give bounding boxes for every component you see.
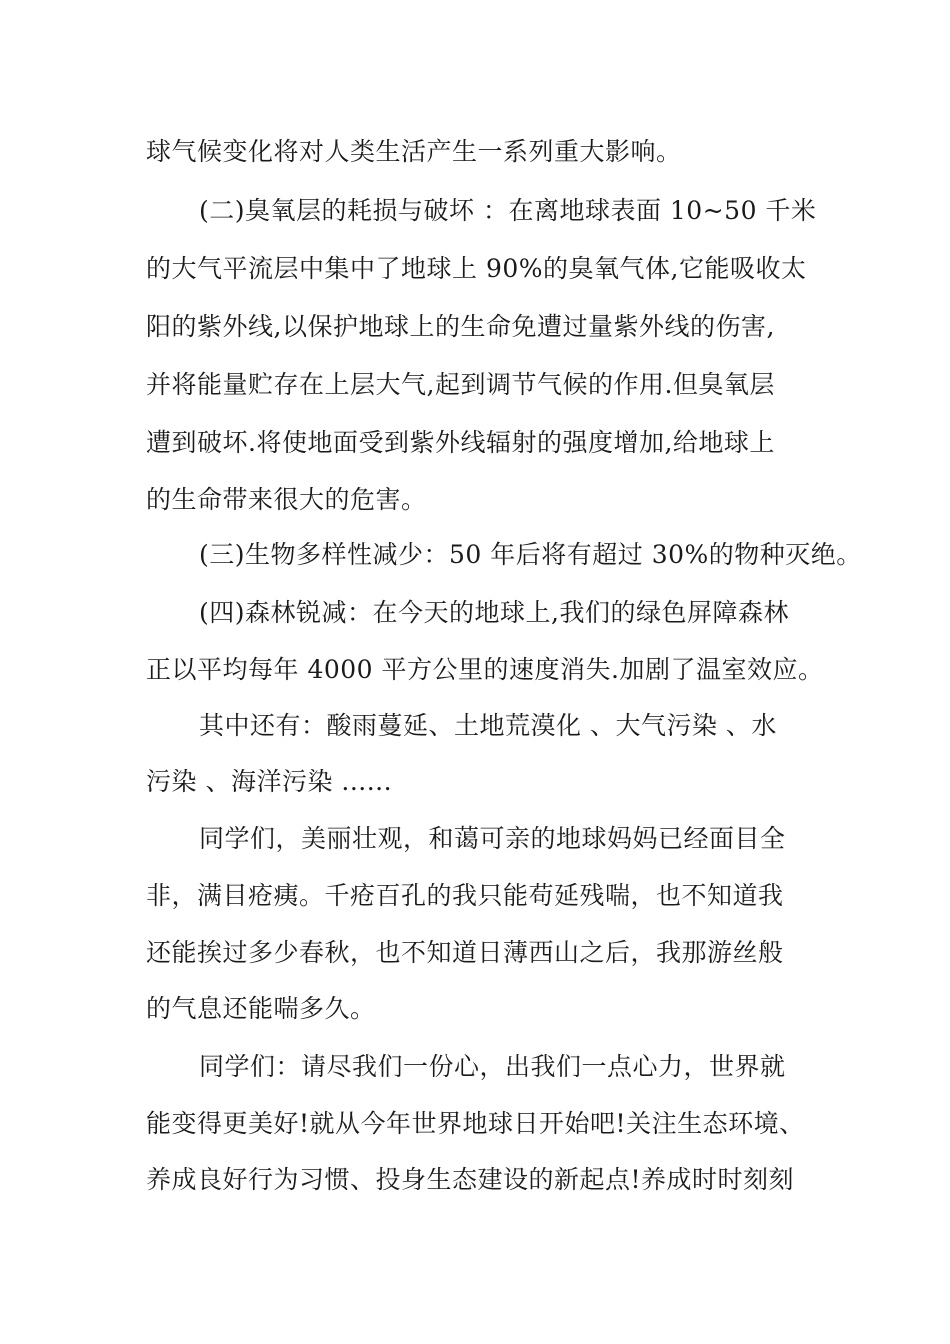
text-line: 球气候变化将对人类生活产生一系列重大影响。 (146, 137, 682, 166)
text-line: 的生命带来很大的危害。 (146, 485, 427, 514)
text-line: 同学们，美丽壮观，和蔼可亲的地球妈妈已经面目全 (199, 824, 786, 853)
text-line: 还能挨过多少春秋，也不知道日薄西山之后，我那游丝般 (146, 938, 784, 967)
text-line: 阳的紫外线,以保护地球上的生命免遭过量紫外线的伤害, (146, 312, 775, 341)
text-line: 污染 、海洋污染 ...... (146, 767, 393, 796)
text-line: 遭到破坏.将使地面受到紫外线辐射的强度增加,给地球上 (146, 428, 775, 457)
text-line: 能变得更美好!就从今年世界地球日开始吧!关注生态环境、 (146, 1109, 805, 1138)
text-line: 正以平均每年 4000 平方公里的速度消失.加剧了温室效应。 (146, 655, 824, 684)
text-line: 并将能量贮存在上层大气,起到调节气候的作用.但臭氧层 (146, 370, 775, 399)
text-line: 的大气平流层中集中了地球上 90%的臭氧气体,它能吸收太 (146, 254, 807, 283)
text-line: (三)生物多样性减少：50 年后将有超过 30%的物种灭绝。 (199, 540, 862, 569)
text-line: (二)臭氧层的耗损与破坏 ：在离地球表面 10~50 千米 (199, 196, 817, 225)
text-line: 养成良好行为习惯、投身生态建设的新起点!养成时时刻刻 (146, 1165, 795, 1194)
text-line: (四)森林锐减：在今天的地球上,我们的绿色屏障森林 (199, 598, 789, 627)
text-line: 其中还有：酸雨蔓延、土地荒漠化 、大气污染 、水 (199, 711, 777, 740)
text-line: 非，满目疮痍。千疮百孔的我只能苟延残喘，也不知道我 (146, 881, 784, 910)
text-line: 的气息还能喘多久。 (146, 994, 376, 1023)
text-line: 同学们：请尽我们一份心，出我们一点心力，世界就 (199, 1052, 786, 1081)
